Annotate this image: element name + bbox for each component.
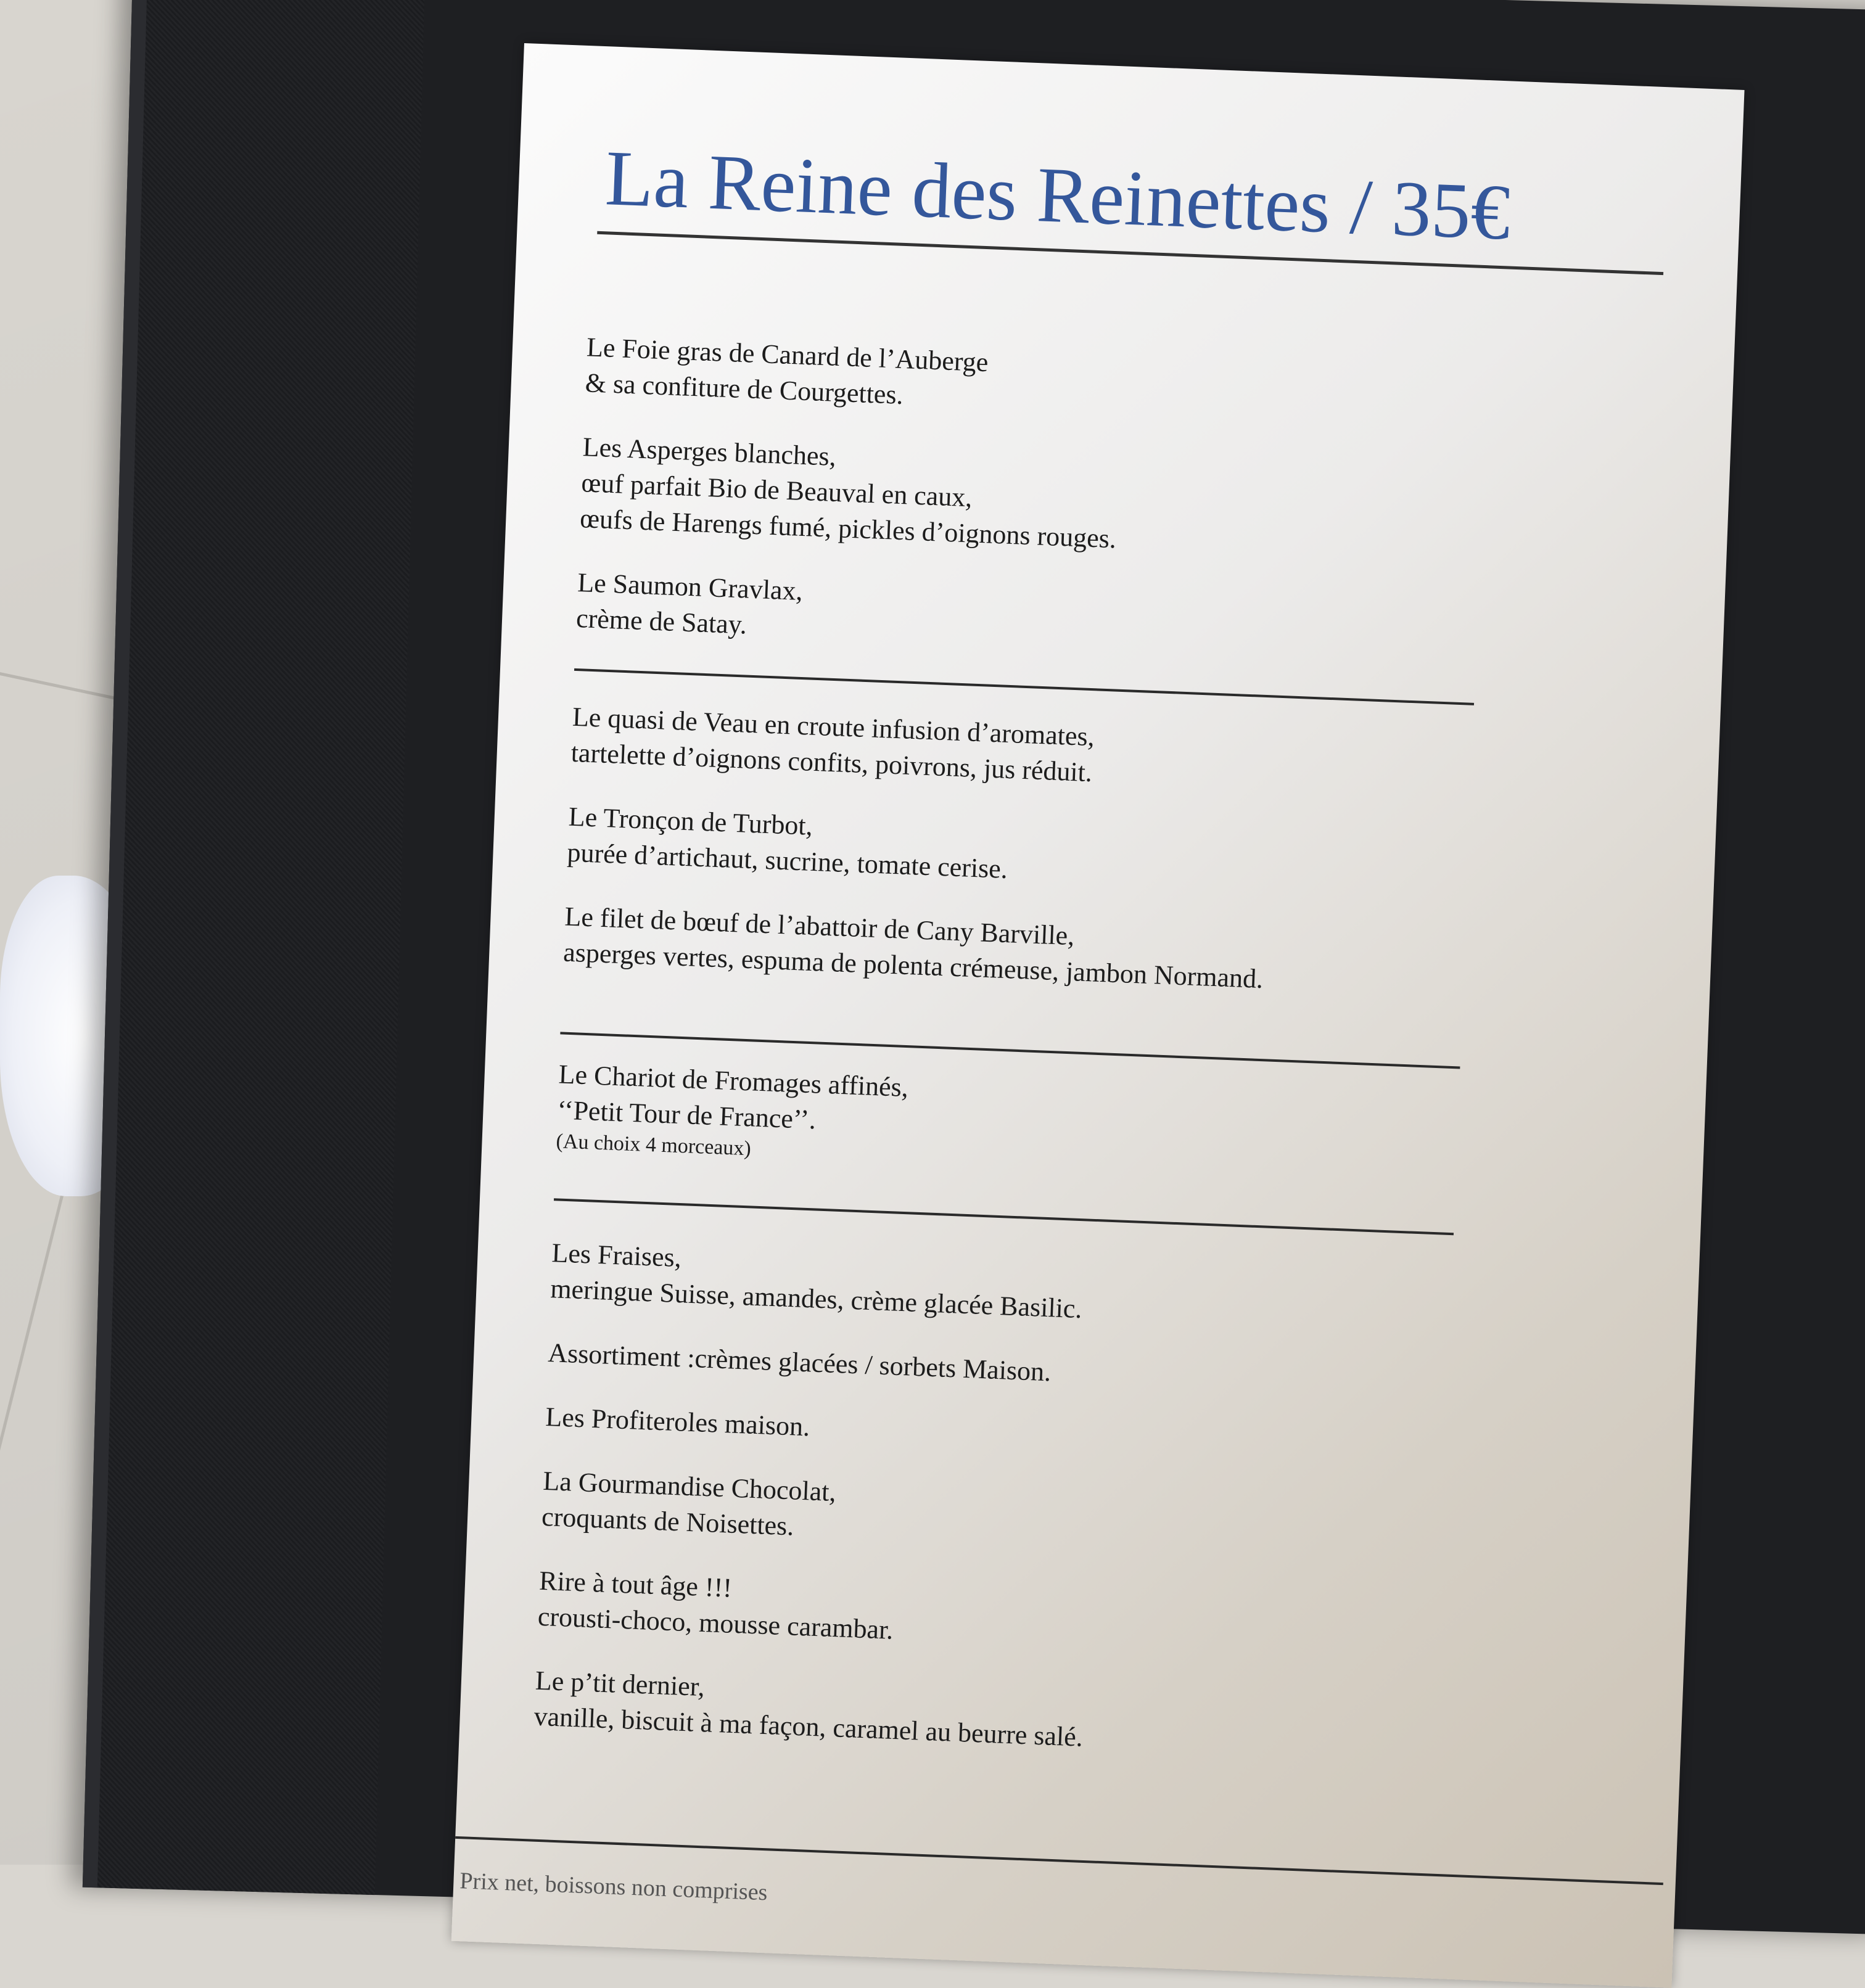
course-mains bbox=[562, 699, 1559, 1037]
dish bbox=[567, 799, 1555, 908]
dish-line: Le Chariot de Fromages affinés, bbox=[558, 1059, 909, 1103]
price-note: Prix net, boissons non comprises bbox=[459, 1868, 768, 1906]
dish-line: Les Fraises, bbox=[551, 1238, 682, 1273]
dish bbox=[562, 899, 1551, 1008]
dish bbox=[585, 329, 1573, 438]
dish-line: ‘‘Petit Tour de France’’. bbox=[556, 1095, 817, 1135]
dish-line: crousti-choco, mousse carambar. bbox=[537, 1601, 894, 1645]
dish bbox=[550, 1235, 1538, 1344]
menu-sheet bbox=[451, 43, 1745, 1988]
menu-folder-spine bbox=[97, 0, 426, 1895]
dish-line: Le filet de bœuf de l’abattoir de Cany Barville, bbox=[564, 901, 1076, 951]
menu-title: La Reine des Reinettes / 35€ bbox=[603, 134, 1512, 257]
dish-line: crème de Satay. bbox=[575, 602, 747, 640]
dish bbox=[575, 565, 1564, 674]
dish bbox=[556, 1056, 1546, 1193]
dish-line: Le quasi de Veau en croute infusion d’aromates, bbox=[572, 701, 1095, 752]
dish-line: vanille, biscuit à ma façon, caramel au beurre salé. bbox=[533, 1701, 1084, 1752]
dish bbox=[570, 699, 1559, 808]
dish-line: Le Foie gras de Canard de l’Auberge bbox=[586, 332, 989, 378]
dish-line: Rire à tout âge !!! bbox=[538, 1565, 733, 1603]
dish-line: croquants de Noisettes. bbox=[541, 1501, 795, 1542]
dish-line: œuf parfait Bio de Beauval en caux, bbox=[580, 467, 973, 513]
dish-line: meringue Suisse, amandes, crème glacée Basilic. bbox=[550, 1273, 1083, 1325]
dish-note: (Au choix 4 morceaux) bbox=[555, 1130, 752, 1160]
course-cheese bbox=[554, 1056, 1546, 1221]
dish bbox=[545, 1399, 1532, 1473]
course-desserts bbox=[532, 1235, 1539, 1801]
dish-line: Assortiment :crèmes glacées / sorbets Maison. bbox=[547, 1337, 1052, 1387]
dish-line: purée d’artichaut, sucrine, tomate cerise. bbox=[566, 837, 1008, 885]
dish-line: Les Profiteroles maison. bbox=[545, 1401, 811, 1442]
dish-line: & sa confiture de Courgettes. bbox=[584, 368, 904, 410]
dish-line: asperges vertes, espuma de polenta crémeuse, jambon Normand. bbox=[562, 937, 1264, 995]
course-starters bbox=[574, 329, 1573, 702]
dish bbox=[537, 1563, 1526, 1672]
dish-line: La Gourmandise Chocolat, bbox=[542, 1465, 837, 1508]
dish-line: œufs de Harengs fumé, pickles d’oignons rouges. bbox=[579, 503, 1117, 554]
dish-line: Le Saumon Gravlax, bbox=[577, 567, 804, 606]
dish-line: tartelette d’oignons confits, poivrons, jus réduit. bbox=[570, 737, 1093, 788]
dish-line: Le Tronçon de Turbot, bbox=[567, 801, 813, 841]
dish bbox=[579, 429, 1570, 574]
dish bbox=[547, 1335, 1534, 1408]
dish-line: Les Asperges blanches, bbox=[582, 432, 837, 472]
dish bbox=[541, 1463, 1529, 1572]
dish bbox=[533, 1663, 1522, 1772]
dish-line: Le p’tit dernier, bbox=[535, 1665, 706, 1703]
